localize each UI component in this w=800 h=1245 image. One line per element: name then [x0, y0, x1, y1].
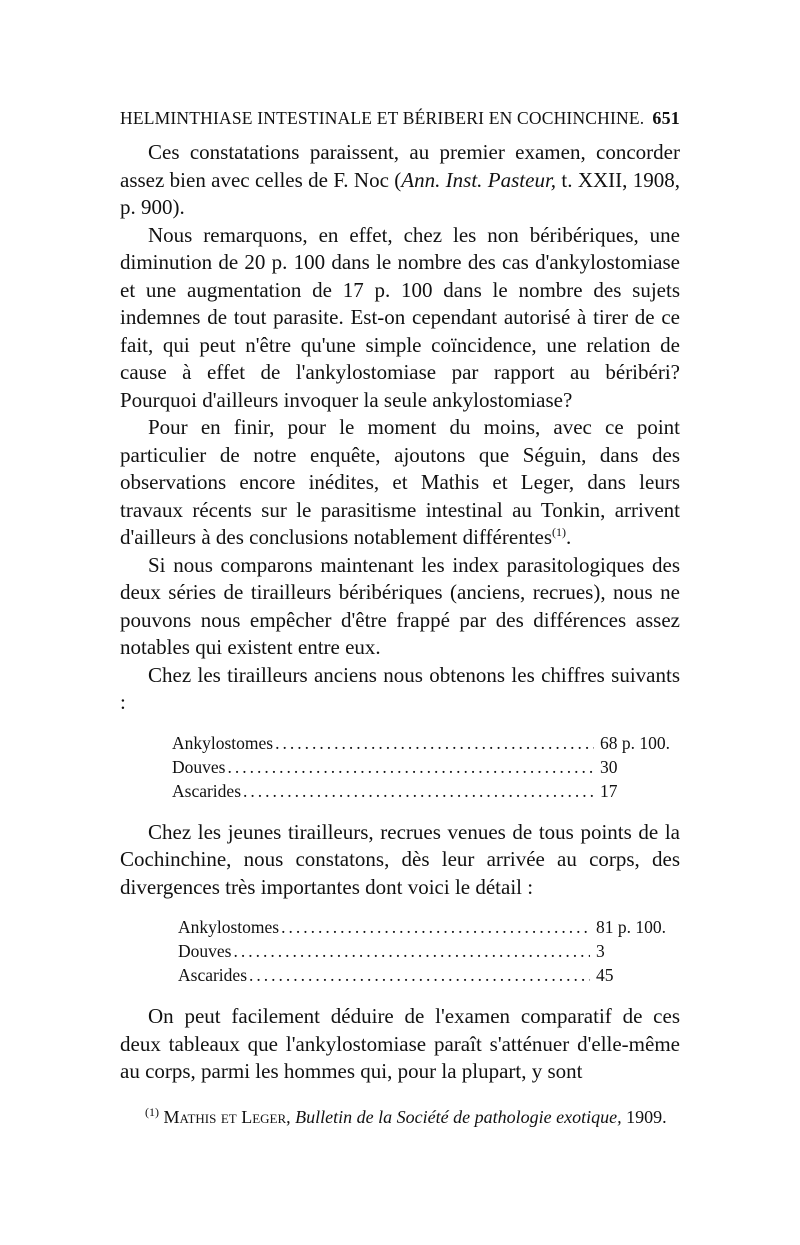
paragraph-4: Si nous comparons maintenant les index parasitologiques des deux séries de tirailleurs béribériques (anciens, recrues), nous ne pouvons nous empêcher d'être frappé par des différences assez notables qui existent entre eux.	[120, 552, 680, 659]
paragraph-3	[120, 414, 680, 552]
table-recrues	[178, 915, 678, 987]
table-row-label: Ascarides	[172, 780, 242, 801]
running-title: HELMINTHIASE INTESTINALE ET BÉRIBERI EN COCHINCHINE.	[120, 108, 645, 128]
table-row	[178, 939, 678, 963]
footnote-authors: Mathis et Leger,	[163, 1107, 291, 1127]
footnote	[145, 1105, 685, 1129]
citation-ann-inst-pasteur: Ann. Inst. Pasteur,	[401, 167, 557, 192]
table-row-label: Douves	[178, 941, 232, 961]
leader-dots	[233, 939, 590, 963]
paragraph-3-text: Pour en finir, pour le moment du moins, avec ce point particulier de notre enquête, ajoutons que Séguin, dans des observations encore inédites, et Mathis et Leger, dans leurs travaux récents sur le parasitisme intestinal au Tonkin, arrivent d'ailleurs à des conclusions notablement différentes	[120, 415, 680, 549]
paragraph-3-end: .	[566, 525, 572, 549]
table-row-value: 3	[596, 941, 605, 961]
paragraph-1-end: t. XXII, 1908, p. 900).	[120, 167, 681, 219]
leader-dots	[243, 779, 594, 803]
paragraph-2: Nous remarquons, en effet, chez les non béribériques, une diminution de 20 p. 100 dans le nombre des cas d'ankylostomiase et une augmentation de 17 p. 100 dans le nombre des sujets indemnes de tout parasite. Est-on cependant autorisé à tirer de ce fait, qui peut n'être qu'une simple coïncidence, une relation de cause à effet de l'ankylostomiase par rapport au béribéri? Pourquoi d'ailleurs invoquer la seule ankylostomiase?	[120, 222, 680, 412]
footnote-year: 1909.	[626, 1107, 667, 1127]
paragraph-1-text: Ces constatations paraissent, au premier examen, concorder assez bien avec celles de F. Noc (	[120, 140, 680, 192]
leader-dots	[275, 731, 594, 755]
running-head	[120, 108, 680, 129]
table-row	[172, 779, 682, 803]
page-number: 651	[652, 108, 680, 128]
table-row	[178, 963, 678, 987]
paragraph-6: Chez les jeunes tirailleurs, recrues venues de tous points de la Cochinchine, nous constatons, dès leur arrivée au corps, des divergences très importantes dont voici le détail :	[120, 819, 680, 899]
leader-dots	[227, 755, 594, 779]
table-row-label: Douves	[172, 756, 226, 777]
table-row-label: Ascarides	[178, 965, 248, 985]
table-row-value: 81 p. 100.	[596, 917, 666, 937]
table-row-value: 30	[600, 756, 618, 777]
paragraph-5: Chez les tirailleurs anciens nous obtenons les chiffres suivants :	[120, 662, 680, 714]
table-anciens	[172, 731, 682, 803]
footnote-ref: (1)	[552, 525, 567, 539]
leader-dots	[249, 963, 590, 987]
table-row-value: 45	[596, 965, 614, 985]
table-row	[172, 755, 682, 779]
footnote-marker: (1)	[145, 1105, 159, 1119]
leader-dots	[281, 915, 590, 939]
table-row-value: 68 p. 100.	[600, 732, 670, 753]
table-row-label: Ankylostomes	[178, 917, 280, 937]
table-row	[178, 915, 678, 939]
paragraph-1	[120, 139, 680, 222]
table-row	[172, 731, 682, 755]
table-row-label: Ankylostomes	[172, 732, 274, 753]
footnote-journal: Bulletin de la Société de pathologie exotique,	[295, 1107, 622, 1127]
table-row-value: 17	[600, 780, 618, 801]
page	[120, 108, 680, 1086]
paragraph-7: On peut facilement déduire de l'examen comparatif de ces deux tableaux que l'ankylostomiase paraît s'atténuer d'elle-même au corps, parmi les hommes qui, pour la plupart, y sont	[120, 1004, 680, 1083]
